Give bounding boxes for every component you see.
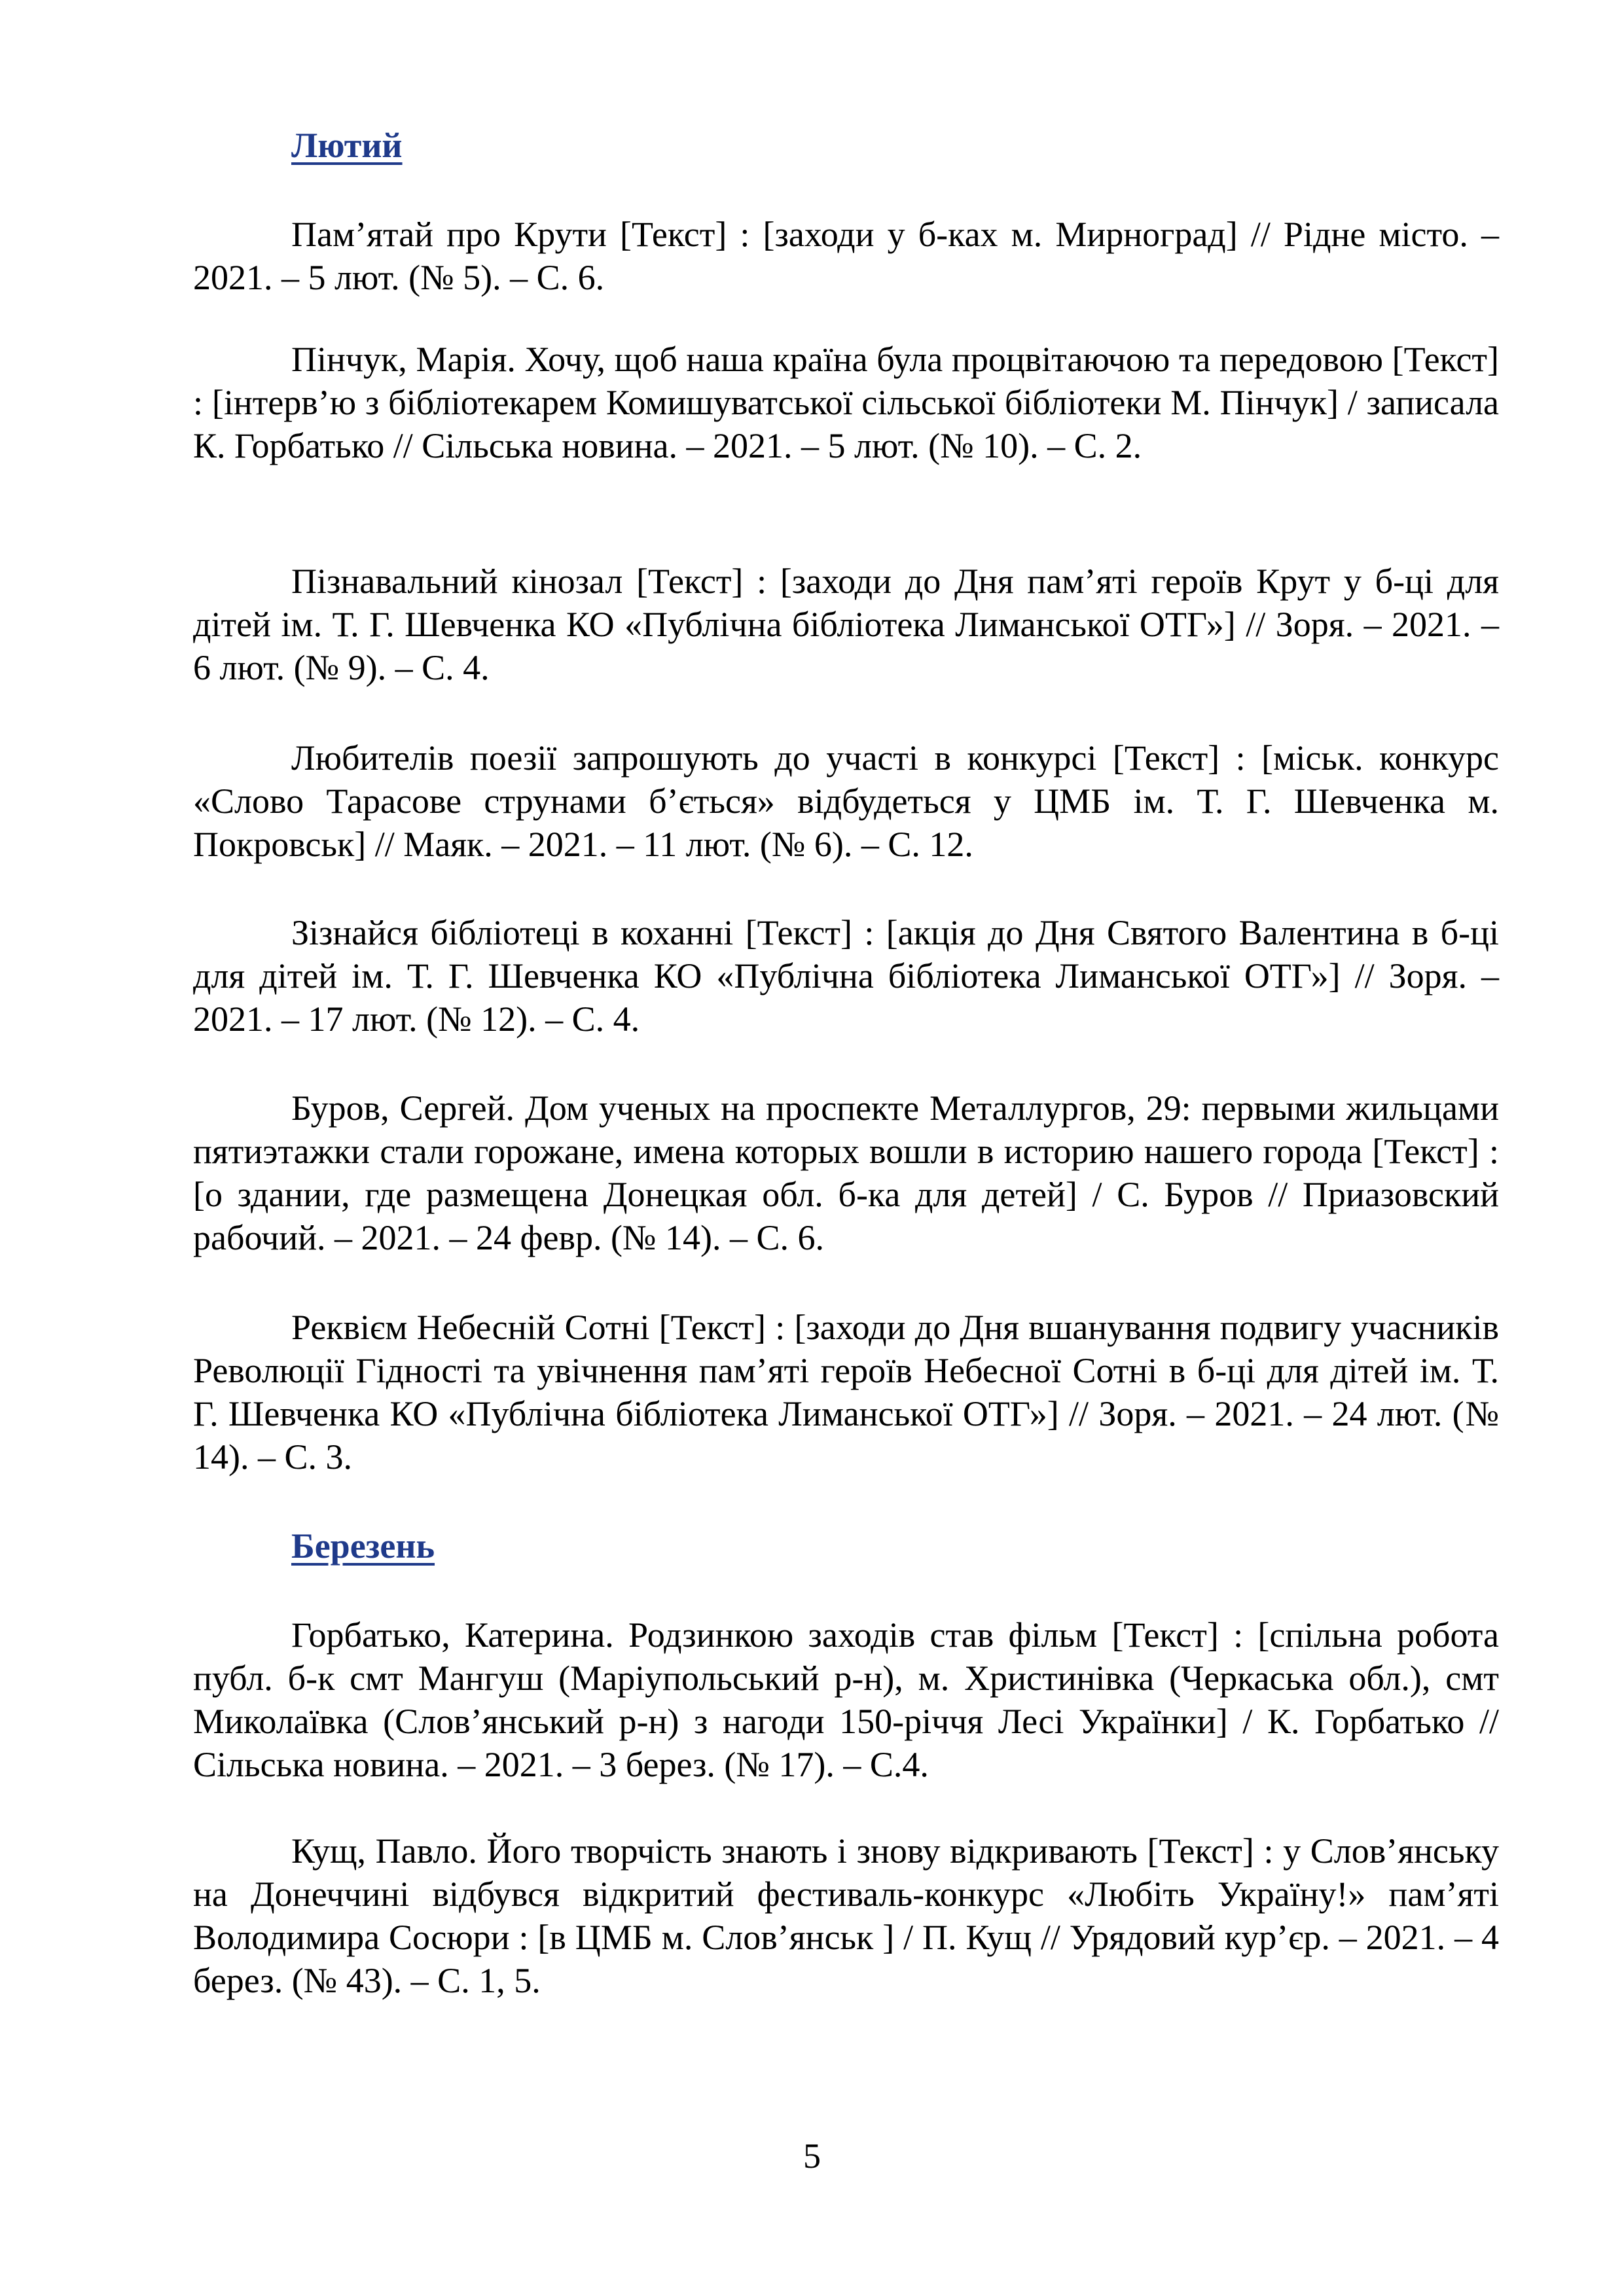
section-heading-march: Березень xyxy=(291,1526,435,1566)
section-heading-february: Лютий xyxy=(291,126,403,165)
document-page xyxy=(193,0,1499,2296)
bibliography-entry: Пам’ятай про Крути [Текст] : [заходи у б-ках м. Мирноград] // Рідне місто. – 2021. – 5 лют. (№ 5). – С. 6. xyxy=(193,215,1499,297)
bibliography-entry: Буров, Сергей. Дом ученых на проспекте Металлургов, 29: первыми жильцами пятиэтажки стали горожане, имена которых вошли в историю нашего города [Текст] : [о здании, где размещена Донецкая обл. б-ка для детей] / С. Буров // Приазовский рабочий. – 2021. – 24 февр. (№ 14). – С. 6. xyxy=(193,1088,1499,1257)
bibliography-entry: Кущ, Павло. Його творчість знають і знову відкривають [Текст] : у Слов’янську на Донеччині відбувся відкритий фестиваль-конкурс «Любіть Україну!» пам’яті Володимира Сосюри : [в ЦМБ м. Слов’янськ ] / П. Кущ // Урядовий кур’єр. – 2021. – 4 берез. (№ 43). – С. 1, 5. xyxy=(193,1831,1499,2000)
bibliography-entry: Реквієм Небесній Сотні [Текст] : [заходи до Дня вшанування подвигу учасників Революції Гідності та увічнення пам’яті героїв Небесної Сотні в б-ці для дітей ім. Т. Г. Шевченка КО «Публічна бібліотека Лиманської ОТГ»] // Зоря. – 2021. – 24 лют. (№ 14). – С. 3. xyxy=(193,1308,1499,1477)
bibliography-entry: Пінчук, Марія. Хочу, щоб наша країна була процвітаючою та передовою [Текст] : [інтерв’ю з бібліотекарем Комишуватської сільської бібліотеки М. Пінчук] / записала К. Горбатько // Сільська новина. – 2021. – 5 лют. (№ 10). – С. 2. xyxy=(193,340,1499,465)
bibliography-entry: Любителів поезії запрошують до участі в конкурсі [Текст] : [міськ. конкурс «Слово Тарасове струнами б’ється» відбудеться у ЦМБ ім. Т. Г. Шевченка м. Покровськ] // Маяк. – 2021. – 11 лют. (№ 6). – С. 12. xyxy=(193,738,1499,864)
page-number: 5 xyxy=(803,2136,821,2176)
bibliography-entry: Горбатько, Катерина. Родзинкою заходів став фільм [Текст] : [спільна робота публ. б-к смт Мангуш (Маріупольський р-н), м. Христинівка (Черкаська обл.), смт Миколаївка (Слов’янський р-н) з нагоди 150-річчя Лесі Українки] / К. Горбатько // Сільська новина. – 2021. – 3 берез. (№ 17). – С.4. xyxy=(193,1615,1499,1784)
bibliography-entry: Пізнавальний кінозал [Текст] : [заходи до Дня пам’яті героїв Крут у б-ці для дітей ім. Т. Г. Шевченка КО «Публічна бібліотека Лиманської ОТГ»] // Зоря. – 2021. – 6 лют. (№ 9). – С. 4. xyxy=(193,562,1499,687)
bibliography-entry: Зізнайся бібліотеці в коханні [Текст] : [акція до Дня Святого Валентина в б-ці для дітей ім. Т. Г. Шевченка КО «Публічна бібліотека Лиманської ОТГ»] // Зоря. – 2021. – 17 лют. (№ 12). – С. 4. xyxy=(193,913,1499,1039)
